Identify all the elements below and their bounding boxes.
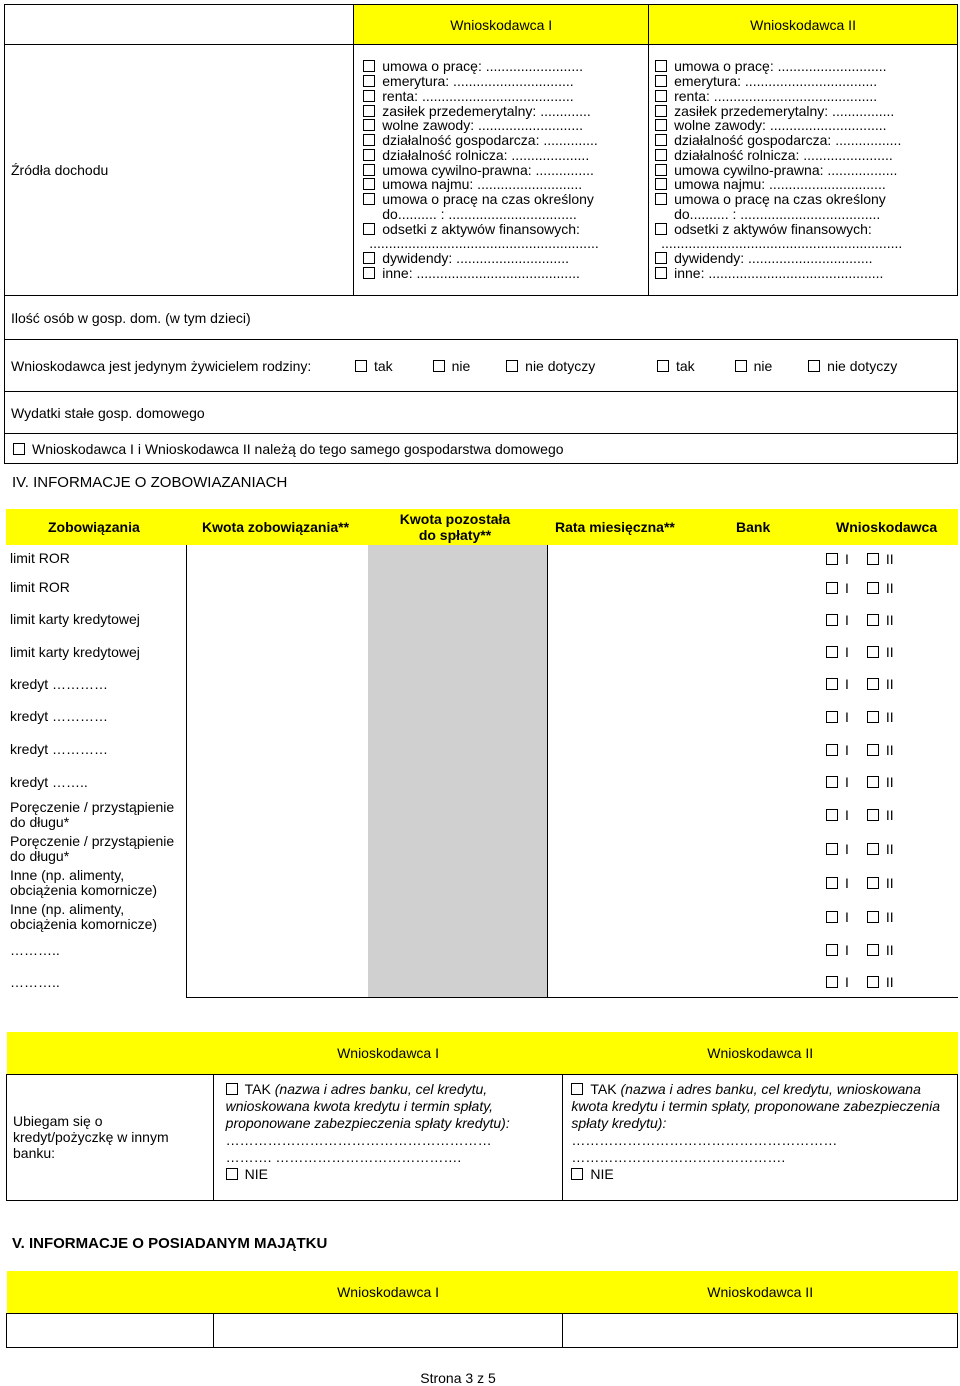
income-item: .............................................................. xyxy=(661,235,903,252)
liability-row xyxy=(6,545,958,572)
checkbox-icon[interactable] xyxy=(655,193,667,205)
liability-label: ……….. xyxy=(10,973,60,990)
checkbox-icon[interactable] xyxy=(363,134,375,146)
applicant-1-option[interactable]: I xyxy=(826,676,867,692)
other-bank-label: Ubiegam się o kredyt/pożyczkę w innym banku: xyxy=(7,1074,214,1200)
remaining-amount-cell xyxy=(368,545,548,572)
checkbox-icon[interactable] xyxy=(867,711,879,723)
liability-row xyxy=(6,636,958,668)
col-liability-amount: Kwota zobowiązania** xyxy=(202,519,350,535)
income-item[interactable]: renta: ....................................... xyxy=(363,89,648,104)
income-item[interactable]: umowa o pracę: ............................ xyxy=(655,59,957,74)
applicant-selector xyxy=(826,942,894,958)
checkbox-icon[interactable] xyxy=(826,877,838,889)
checkbox-icon[interactable] xyxy=(655,60,667,72)
liability-row xyxy=(6,798,958,832)
checkbox-icon[interactable] xyxy=(655,267,667,279)
checkbox-icon[interactable] xyxy=(363,149,375,161)
liability-row xyxy=(6,966,958,998)
checkbox-icon[interactable] xyxy=(655,119,667,131)
liability-label: kredyt ………… xyxy=(10,708,109,724)
remaining-amount-cell xyxy=(368,866,548,900)
income-item[interactable]: działalność gospodarcza: ................. xyxy=(655,133,957,148)
checkbox-icon[interactable] xyxy=(363,178,375,190)
checkbox-icon[interactable] xyxy=(433,360,445,372)
checkbox-icon[interactable] xyxy=(867,678,879,690)
applicant-selector xyxy=(826,612,894,628)
col-remaining-amount: Kwota pozostała do spłaty** xyxy=(399,511,511,543)
fixed-expenses-row xyxy=(5,392,958,434)
applicant-1-option[interactable]: I xyxy=(826,875,867,891)
applicant-selector xyxy=(826,644,894,660)
sole-earner-2-nie-dotyczy[interactable]: nie dotyczy xyxy=(808,358,897,374)
income-item[interactable]: zasiłek przedemerytalny: ................ xyxy=(655,104,957,119)
checkbox-icon[interactable] xyxy=(655,134,667,146)
checkbox-icon[interactable] xyxy=(655,164,667,176)
page-footer: Strona 3 z 5 xyxy=(420,1370,496,1386)
income-item: ........................................................... xyxy=(369,235,599,252)
applicant-1-option[interactable]: I xyxy=(826,742,867,758)
income-item[interactable]: dywidendy: ............................. xyxy=(363,251,648,266)
checkbox-icon[interactable] xyxy=(363,90,375,102)
applicant-selector xyxy=(826,709,894,725)
checkbox-icon[interactable] xyxy=(826,976,838,988)
household-size-row xyxy=(5,296,958,340)
applicant-selector xyxy=(826,875,894,891)
header-applicant-2: Wnioskodawca II xyxy=(649,5,958,45)
checkbox-icon[interactable] xyxy=(655,105,667,117)
checkbox-icon[interactable] xyxy=(867,976,879,988)
checkbox-icon[interactable] xyxy=(826,843,838,855)
remaining-amount-cell xyxy=(368,668,548,700)
liability-row xyxy=(6,668,958,700)
household-size-label: Ilość osób w gosp. dom. (w tym dzieci) xyxy=(11,309,251,326)
income-item[interactable]: działalność gospodarcza: .............. xyxy=(363,133,648,148)
liability-row xyxy=(6,700,958,733)
checkbox-icon[interactable] xyxy=(808,360,820,372)
income-item[interactable]: emerytura: ............................... xyxy=(363,74,648,89)
income-item[interactable]: dywidendy: ................................ xyxy=(655,251,957,266)
checkbox-icon[interactable] xyxy=(867,944,879,956)
income-item[interactable]: emerytura: .................................. xyxy=(655,74,957,89)
applicant-2-option[interactable]: II xyxy=(867,742,894,758)
checkbox-icon[interactable] xyxy=(826,614,838,626)
applicant-2-option[interactable]: II xyxy=(867,909,894,925)
applicant-2-option[interactable]: II xyxy=(867,974,894,990)
income-item[interactable]: inne: .......................................... xyxy=(363,266,648,281)
checkbox-icon[interactable] xyxy=(867,809,879,821)
income-item[interactable]: wolne zawody: .............................. xyxy=(655,118,957,133)
income-item: do.......... : .................................... xyxy=(674,205,881,222)
applicant-1-option[interactable]: I xyxy=(826,774,867,790)
remaining-amount-cell xyxy=(368,700,548,733)
income-list-2 xyxy=(649,45,958,296)
liabilities-header xyxy=(6,509,958,545)
applicant-selector xyxy=(826,909,894,925)
liability-row xyxy=(6,603,958,636)
table-bottom-border xyxy=(186,997,958,998)
header-applicant-1: Wnioskodawca I xyxy=(354,5,649,45)
applicant-selector xyxy=(826,974,894,990)
checkbox-icon[interactable] xyxy=(571,1168,583,1180)
checkbox-icon[interactable] xyxy=(826,582,838,594)
income-sources-label: Źródła dochodu xyxy=(5,45,354,296)
applicant-2-option[interactable]: II xyxy=(867,774,894,790)
liability-label: kredyt …….. xyxy=(10,773,88,790)
income-item[interactable]: umowa o pracę na czas określony xyxy=(655,192,957,207)
other-bank-answer-2: TAK (nazwa i adres banku, cel kredytu, wnioskowana kwota kredytu i termin spłaty, proponowane zabezpieczenia spłaty kredytu): ………………………………………………… ………………………………………. NIE xyxy=(563,1074,958,1200)
column-divider xyxy=(186,545,187,998)
income-item[interactable]: wolne zawody: ........................... xyxy=(363,118,648,133)
checkbox-icon[interactable] xyxy=(826,711,838,723)
applicant-selector xyxy=(826,580,894,596)
applicant-2-option[interactable]: II xyxy=(867,709,894,725)
applicant-1-option[interactable]: I xyxy=(826,807,867,823)
applicant-1-option[interactable]: I xyxy=(826,841,867,857)
applicant-2-option[interactable]: II xyxy=(867,807,894,823)
assets-table xyxy=(6,1271,958,1348)
assets-header-1: Wnioskodawca I xyxy=(213,1271,563,1313)
fixed-expenses-label: Wydatki stałe gosp. domowego xyxy=(11,404,205,421)
income-item[interactable]: umowa o pracę na czas określony xyxy=(363,192,648,207)
checkbox-icon[interactable] xyxy=(363,105,375,117)
col-liabilities: Zobowiązania xyxy=(48,519,140,535)
liability-label: Poręczenie / przystąpienie do długu* xyxy=(10,833,175,864)
other-bank-table xyxy=(6,1032,958,1201)
checkbox-icon[interactable] xyxy=(363,267,375,279)
col-applicant: Wnioskodawca xyxy=(836,519,938,535)
liability-row xyxy=(6,866,958,900)
sole-earner-row xyxy=(5,340,958,392)
checkbox-icon[interactable] xyxy=(867,646,879,658)
checkbox-icon[interactable] xyxy=(867,744,879,756)
applicant-1-option[interactable]: I xyxy=(826,551,867,567)
checkbox-icon[interactable] xyxy=(826,911,838,923)
income-table xyxy=(4,4,958,464)
checkbox-icon[interactable] xyxy=(867,877,879,889)
income-item[interactable]: umowa o pracę: ......................... xyxy=(363,59,648,74)
liability-label: limit ROR xyxy=(10,579,70,595)
checkbox-icon[interactable] xyxy=(571,1083,583,1095)
checkbox-icon[interactable] xyxy=(13,443,25,455)
liability-label: Poręczenie / przystąpienie do długu* xyxy=(10,799,175,830)
applicant-selector xyxy=(826,551,894,567)
income-item[interactable]: umowa najmu: ........................... xyxy=(363,177,648,192)
checkbox-icon[interactable] xyxy=(226,1168,238,1180)
checkbox-icon[interactable] xyxy=(655,223,667,235)
col-monthly-installment: Rata miesięczna** xyxy=(555,519,675,535)
checkbox-icon[interactable] xyxy=(867,843,879,855)
applicant-1-option[interactable]: I xyxy=(826,644,867,660)
liability-row xyxy=(6,572,958,603)
liability-label: ……….. xyxy=(10,941,60,958)
checkbox-icon[interactable] xyxy=(826,944,838,956)
applicant-2-option[interactable]: II xyxy=(867,875,894,891)
checkbox-icon[interactable] xyxy=(826,744,838,756)
sole-earner-1-nie[interactable]: nie xyxy=(433,358,471,374)
income-item[interactable]: działalność rolnicza: ....................... xyxy=(655,148,957,163)
income-item[interactable]: działalność rolnicza: .................... xyxy=(363,148,648,163)
assets-header-2: Wnioskodawca II xyxy=(563,1271,958,1313)
checkbox-icon[interactable] xyxy=(657,360,669,372)
remaining-amount-cell xyxy=(368,603,548,636)
income-list-1 xyxy=(354,45,649,296)
checkbox-icon[interactable] xyxy=(363,60,375,72)
checkbox-icon[interactable] xyxy=(867,614,879,626)
checkbox-icon[interactable] xyxy=(655,252,667,264)
same-household-label: Wnioskodawca I i Wnioskodawca II należą do tego samego gospodarstwa domowego xyxy=(32,440,564,457)
checkbox-icon[interactable] xyxy=(363,193,375,205)
applicant-2-option[interactable]: II xyxy=(867,841,894,857)
applicant-2-option[interactable]: II xyxy=(867,676,894,692)
remaining-amount-cell xyxy=(368,733,548,766)
liability-row xyxy=(6,900,958,934)
checkbox-icon[interactable] xyxy=(506,360,518,372)
sole-earner-2-tak[interactable]: tak xyxy=(657,358,695,374)
checkbox-icon[interactable] xyxy=(355,360,367,372)
checkbox-icon[interactable] xyxy=(826,809,838,821)
checkbox-icon[interactable] xyxy=(826,678,838,690)
income-item[interactable]: umowa cywilno-prawna: ............... xyxy=(363,163,648,178)
income-item[interactable]: inne: ............................................. xyxy=(655,266,957,281)
checkbox-icon[interactable] xyxy=(363,252,375,264)
checkbox-icon[interactable] xyxy=(826,553,838,565)
applicant-selector xyxy=(826,742,894,758)
sole-earner-1-tak[interactable]: tak xyxy=(355,358,393,374)
applicant-1-option[interactable]: I xyxy=(826,974,867,990)
checkbox-icon[interactable] xyxy=(363,223,375,235)
other-bank-answer-1: TAK (nazwa i adres banku, cel kredytu, wnioskowana kwota kredytu i termin spłaty, proponowane zabezpieczenia spłaty kredytu): ………………………………………………… ………. …………………………………. NIE xyxy=(213,1074,563,1200)
other-bank-header-2: Wnioskodawca II xyxy=(563,1032,958,1074)
checkbox-icon[interactable] xyxy=(867,553,879,565)
checkbox-icon[interactable] xyxy=(826,646,838,658)
checkbox-icon[interactable] xyxy=(867,776,879,788)
remaining-amount-cell xyxy=(368,934,548,966)
applicant-1-option[interactable]: I xyxy=(826,612,867,628)
income-item[interactable]: odsetki z aktywów finansowych: xyxy=(363,222,648,237)
section-5-title: V. INFORMACJE O POSIADANYM MAJĄTKU xyxy=(12,1235,328,1252)
income-item[interactable]: odsetki z aktywów finansowych: xyxy=(655,222,957,237)
checkbox-icon[interactable] xyxy=(363,75,375,87)
col-bank: Bank xyxy=(736,519,771,535)
liability-label: limit karty kredytowej xyxy=(10,643,140,660)
applicant-2-option[interactable]: II xyxy=(867,644,894,660)
applicant-1-option[interactable]: I xyxy=(826,580,867,596)
remaining-amount-cell xyxy=(368,798,548,832)
liability-row xyxy=(6,766,958,798)
liability-row xyxy=(6,733,958,766)
applicant-selector xyxy=(826,774,894,790)
same-household-row[interactable] xyxy=(5,434,958,464)
checkbox-icon[interactable] xyxy=(735,360,747,372)
other-bank-header-1: Wnioskodawca I xyxy=(213,1032,563,1074)
income-item[interactable]: zasiłek przedemerytalny: ............. xyxy=(363,104,648,119)
checkbox-icon[interactable] xyxy=(867,582,879,594)
remaining-amount-cell xyxy=(368,636,548,668)
liability-label: limit ROR xyxy=(10,550,70,566)
remaining-amount-cell xyxy=(368,832,548,866)
checkbox-icon[interactable] xyxy=(655,90,667,102)
applicant-selector xyxy=(826,807,894,823)
applicant-2-option[interactable]: II xyxy=(867,612,894,628)
sole-earner-1-nie-dotyczy[interactable]: nie dotyczy xyxy=(506,358,595,374)
remaining-amount-cell xyxy=(368,766,548,798)
section-4-title: IV. INFORMACJE O ZOBOWIAZANIACH xyxy=(12,474,288,491)
liability-row xyxy=(6,832,958,866)
checkbox-icon[interactable] xyxy=(655,149,667,161)
applicant-2-option[interactable]: II xyxy=(867,551,894,567)
checkbox-icon[interactable] xyxy=(363,164,375,176)
applicant-selector xyxy=(826,841,894,857)
liability-label: Inne (np. alimenty, obciążenia komornicze) xyxy=(10,901,158,932)
income-item: do.......... : ................................. xyxy=(382,205,577,222)
remaining-amount-cell xyxy=(368,572,548,603)
checkbox-icon[interactable] xyxy=(826,776,838,788)
applicant-2-option[interactable]: II xyxy=(867,580,894,596)
income-item[interactable]: renta: .......................................... xyxy=(655,89,957,104)
sole-earner-label: Wnioskodawca jest jedynym żywicielem rodziny: xyxy=(11,357,312,374)
checkbox-icon[interactable] xyxy=(655,75,667,87)
liability-label: kredyt ………… xyxy=(10,675,109,692)
liability-label: limit karty kredytowej xyxy=(10,611,140,627)
applicant-1-option[interactable]: I xyxy=(826,909,867,925)
applicant-2-option[interactable]: II xyxy=(867,942,894,958)
remaining-amount-cell xyxy=(368,900,548,934)
applicant-1-option[interactable]: I xyxy=(826,709,867,725)
checkbox-icon[interactable] xyxy=(867,911,879,923)
liability-label: Inne (np. alimenty, obciążenia komornicze) xyxy=(10,867,158,898)
income-item[interactable]: umowa najmu: .............................. xyxy=(655,177,957,192)
liability-row xyxy=(6,934,958,966)
applicant-selector xyxy=(826,676,894,692)
applicant-1-option[interactable]: I xyxy=(826,942,867,958)
checkbox-icon[interactable] xyxy=(363,119,375,131)
remaining-amount-cell xyxy=(368,966,548,998)
income-item[interactable]: umowa cywilno-prawna: .................. xyxy=(655,163,957,178)
liability-label: kredyt ………… xyxy=(10,741,109,757)
sole-earner-2-nie[interactable]: nie xyxy=(735,358,773,374)
checkbox-icon[interactable] xyxy=(655,178,667,190)
checkbox-icon[interactable] xyxy=(226,1083,238,1095)
